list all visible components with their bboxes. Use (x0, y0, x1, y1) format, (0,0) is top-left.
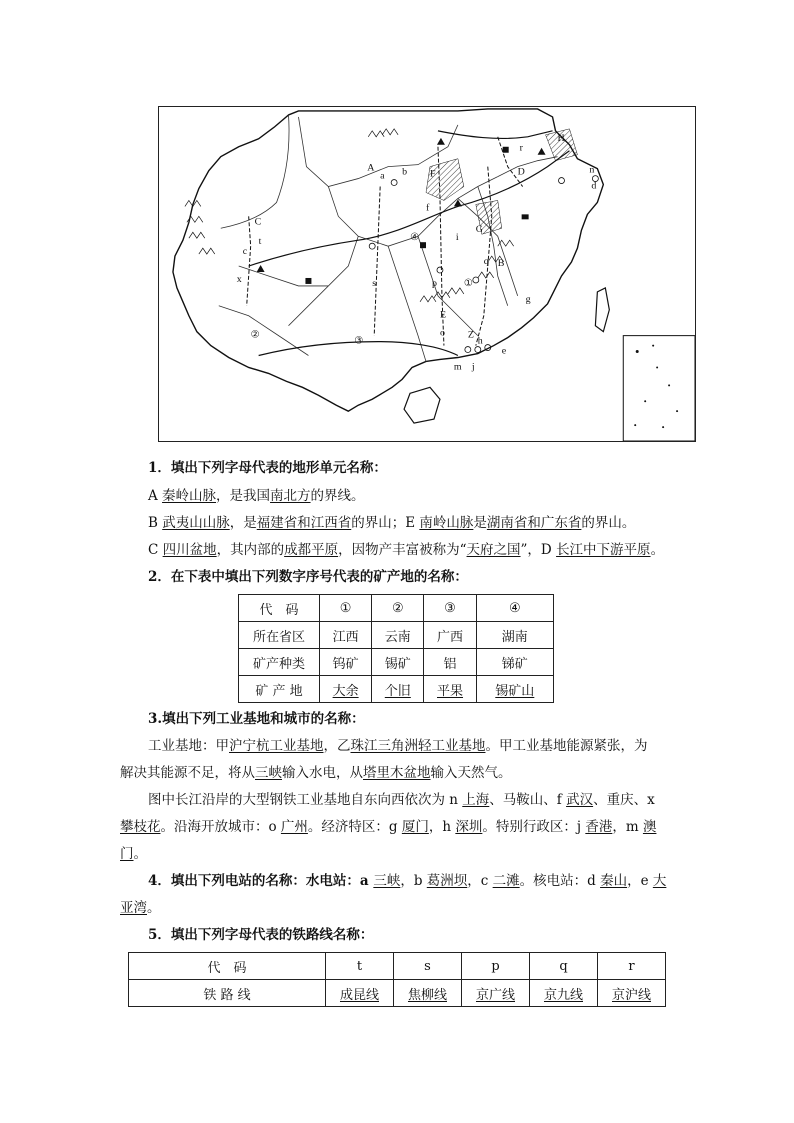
table-cell: 钨矿 (320, 649, 372, 676)
row-label: 矿 产 地 (239, 676, 320, 703)
map-label-n4: ④ (410, 232, 419, 244)
table-header: r (598, 953, 666, 980)
q2-heading: 2．在下表中填出下列数字序号代表的矿产地的名称： (148, 569, 468, 585)
q3-para-5: 门。 (120, 846, 147, 862)
q5-heading: 5．填出下列字母代表的铁路线名称： (148, 927, 374, 943)
map-label-i: i (455, 232, 459, 244)
row-label: 所在省区 (239, 622, 320, 649)
q3-para-2: 解决其能源不足，将从三峡输入水电，从塔里木盆地输入天然气。 (120, 765, 512, 781)
map-label-C: C (254, 216, 262, 228)
map-label-m: m (453, 361, 462, 373)
row-label: 铁 路 线 (129, 980, 326, 1007)
table-header: p (462, 953, 530, 980)
table-cell: 锡矿 (372, 649, 424, 676)
map-label-Z: Z (467, 329, 474, 341)
q3-para-4: 攀枝花。沿海开放城市：o 广州。经济特区：g 厦门，h 深圳。特别行政区：j 香港，m 澳 (120, 819, 657, 835)
table-cell: 湖南 (476, 622, 553, 649)
map-label-f: f (426, 202, 430, 214)
map-label-n2: ② (250, 329, 260, 341)
q1-line-c: C 四川盆地，其内部的成都平原，因物产丰富被称为“天府之国”，D 长江中下游平原。 (148, 542, 665, 558)
railway-table (128, 952, 666, 1007)
map-label-a: a (380, 170, 385, 182)
q3-heading: 3.填出下列工业基地和城市的名称： (148, 711, 365, 727)
q4-line-2: 亚湾。 (120, 900, 161, 916)
table-cell: 焦柳线 (394, 980, 462, 1007)
q4-line-1: 4．填出下列电站的名称：水电站：a 三峡，b 葛洲坝，c 二滩。核电站：d 秦山，e 大 (148, 873, 667, 889)
map-label-p: p (431, 277, 437, 289)
table-row (239, 676, 554, 703)
q1-heading: 1．填出下列字母代表的地形单元名称： (148, 460, 387, 476)
table-cell: 京沪线 (598, 980, 666, 1007)
table-row (239, 649, 554, 676)
table-header: 代 码 (129, 953, 326, 980)
map-label-e: e (501, 345, 507, 357)
map-label-n3: ③ (354, 335, 364, 347)
table-cell: 江西 (320, 622, 372, 649)
map-label-F: F (429, 168, 436, 180)
table-cell: 广西 (424, 622, 476, 649)
table-header: ① (320, 595, 372, 622)
map-label-A: A (367, 162, 375, 174)
map-label-G: G (475, 224, 484, 236)
row-label: 矿产种类 (239, 649, 320, 676)
table-header-row (239, 595, 554, 622)
map-label-n: n (589, 164, 595, 176)
table-header: ② (372, 595, 424, 622)
table-cell: 个旧 (372, 676, 424, 703)
map-label-x: x (236, 273, 242, 285)
table-cell: 平果 (424, 676, 476, 703)
map-label-n1: ① (463, 277, 473, 289)
table-header: ④ (476, 595, 553, 622)
table-header: q (530, 953, 598, 980)
map-label-s: s (372, 277, 377, 289)
table-cell: 锑矿 (476, 649, 553, 676)
q1-line-a: A 秦岭山脉，是我国南北方的界线。 (148, 488, 365, 504)
table-header: 代 码 (239, 595, 320, 622)
table-header: t (326, 953, 394, 980)
china-south-map (158, 106, 696, 442)
map-label-B: B (497, 258, 505, 270)
map-label-H: H (557, 132, 565, 144)
map-label-o: o (439, 327, 445, 339)
map-label-d: d (591, 180, 597, 192)
map-label-r: r (519, 142, 523, 154)
table-cell: 成昆线 (326, 980, 394, 1007)
table-header: s (394, 953, 462, 980)
table-cell: 大余 (320, 676, 372, 703)
q3-para-3: 图中长江沿岸的大型钢铁工业基地自东向西依次为 n 上海、马鞍山、f 武汉、重庆、x (148, 792, 655, 808)
table-cell: 京广线 (462, 980, 530, 1007)
q3-para-1: 工业基地：甲沪宁杭工业基地，乙珠江三角洲轻工业基地。甲工业基地能源紧张，为 (148, 738, 648, 754)
map-label-h: h (477, 335, 483, 347)
table-cell: 铝 (424, 649, 476, 676)
table-cell: 京九线 (530, 980, 598, 1007)
map-label-E: E (439, 309, 447, 321)
table-row (239, 622, 554, 649)
table-header: ③ (424, 595, 476, 622)
map-label-q: q (483, 256, 489, 268)
q1-line-b: B 武夷山山脉，是福建省和江西省的界山；E 南岭山脉是湖南省和广东省的界山。 (148, 515, 636, 531)
map-label-j: j (471, 361, 475, 373)
table-cell: 云南 (372, 622, 424, 649)
map-label-b: b (402, 166, 408, 178)
map-label-D: D (517, 166, 525, 178)
table-row (129, 980, 666, 1007)
mineral-table (238, 594, 554, 703)
table-header-row (129, 953, 666, 980)
table-cell: 锡矿山 (476, 676, 553, 703)
map-label-c: c (242, 246, 248, 258)
map-label-g: g (525, 293, 531, 305)
map-label-t: t (258, 236, 262, 248)
